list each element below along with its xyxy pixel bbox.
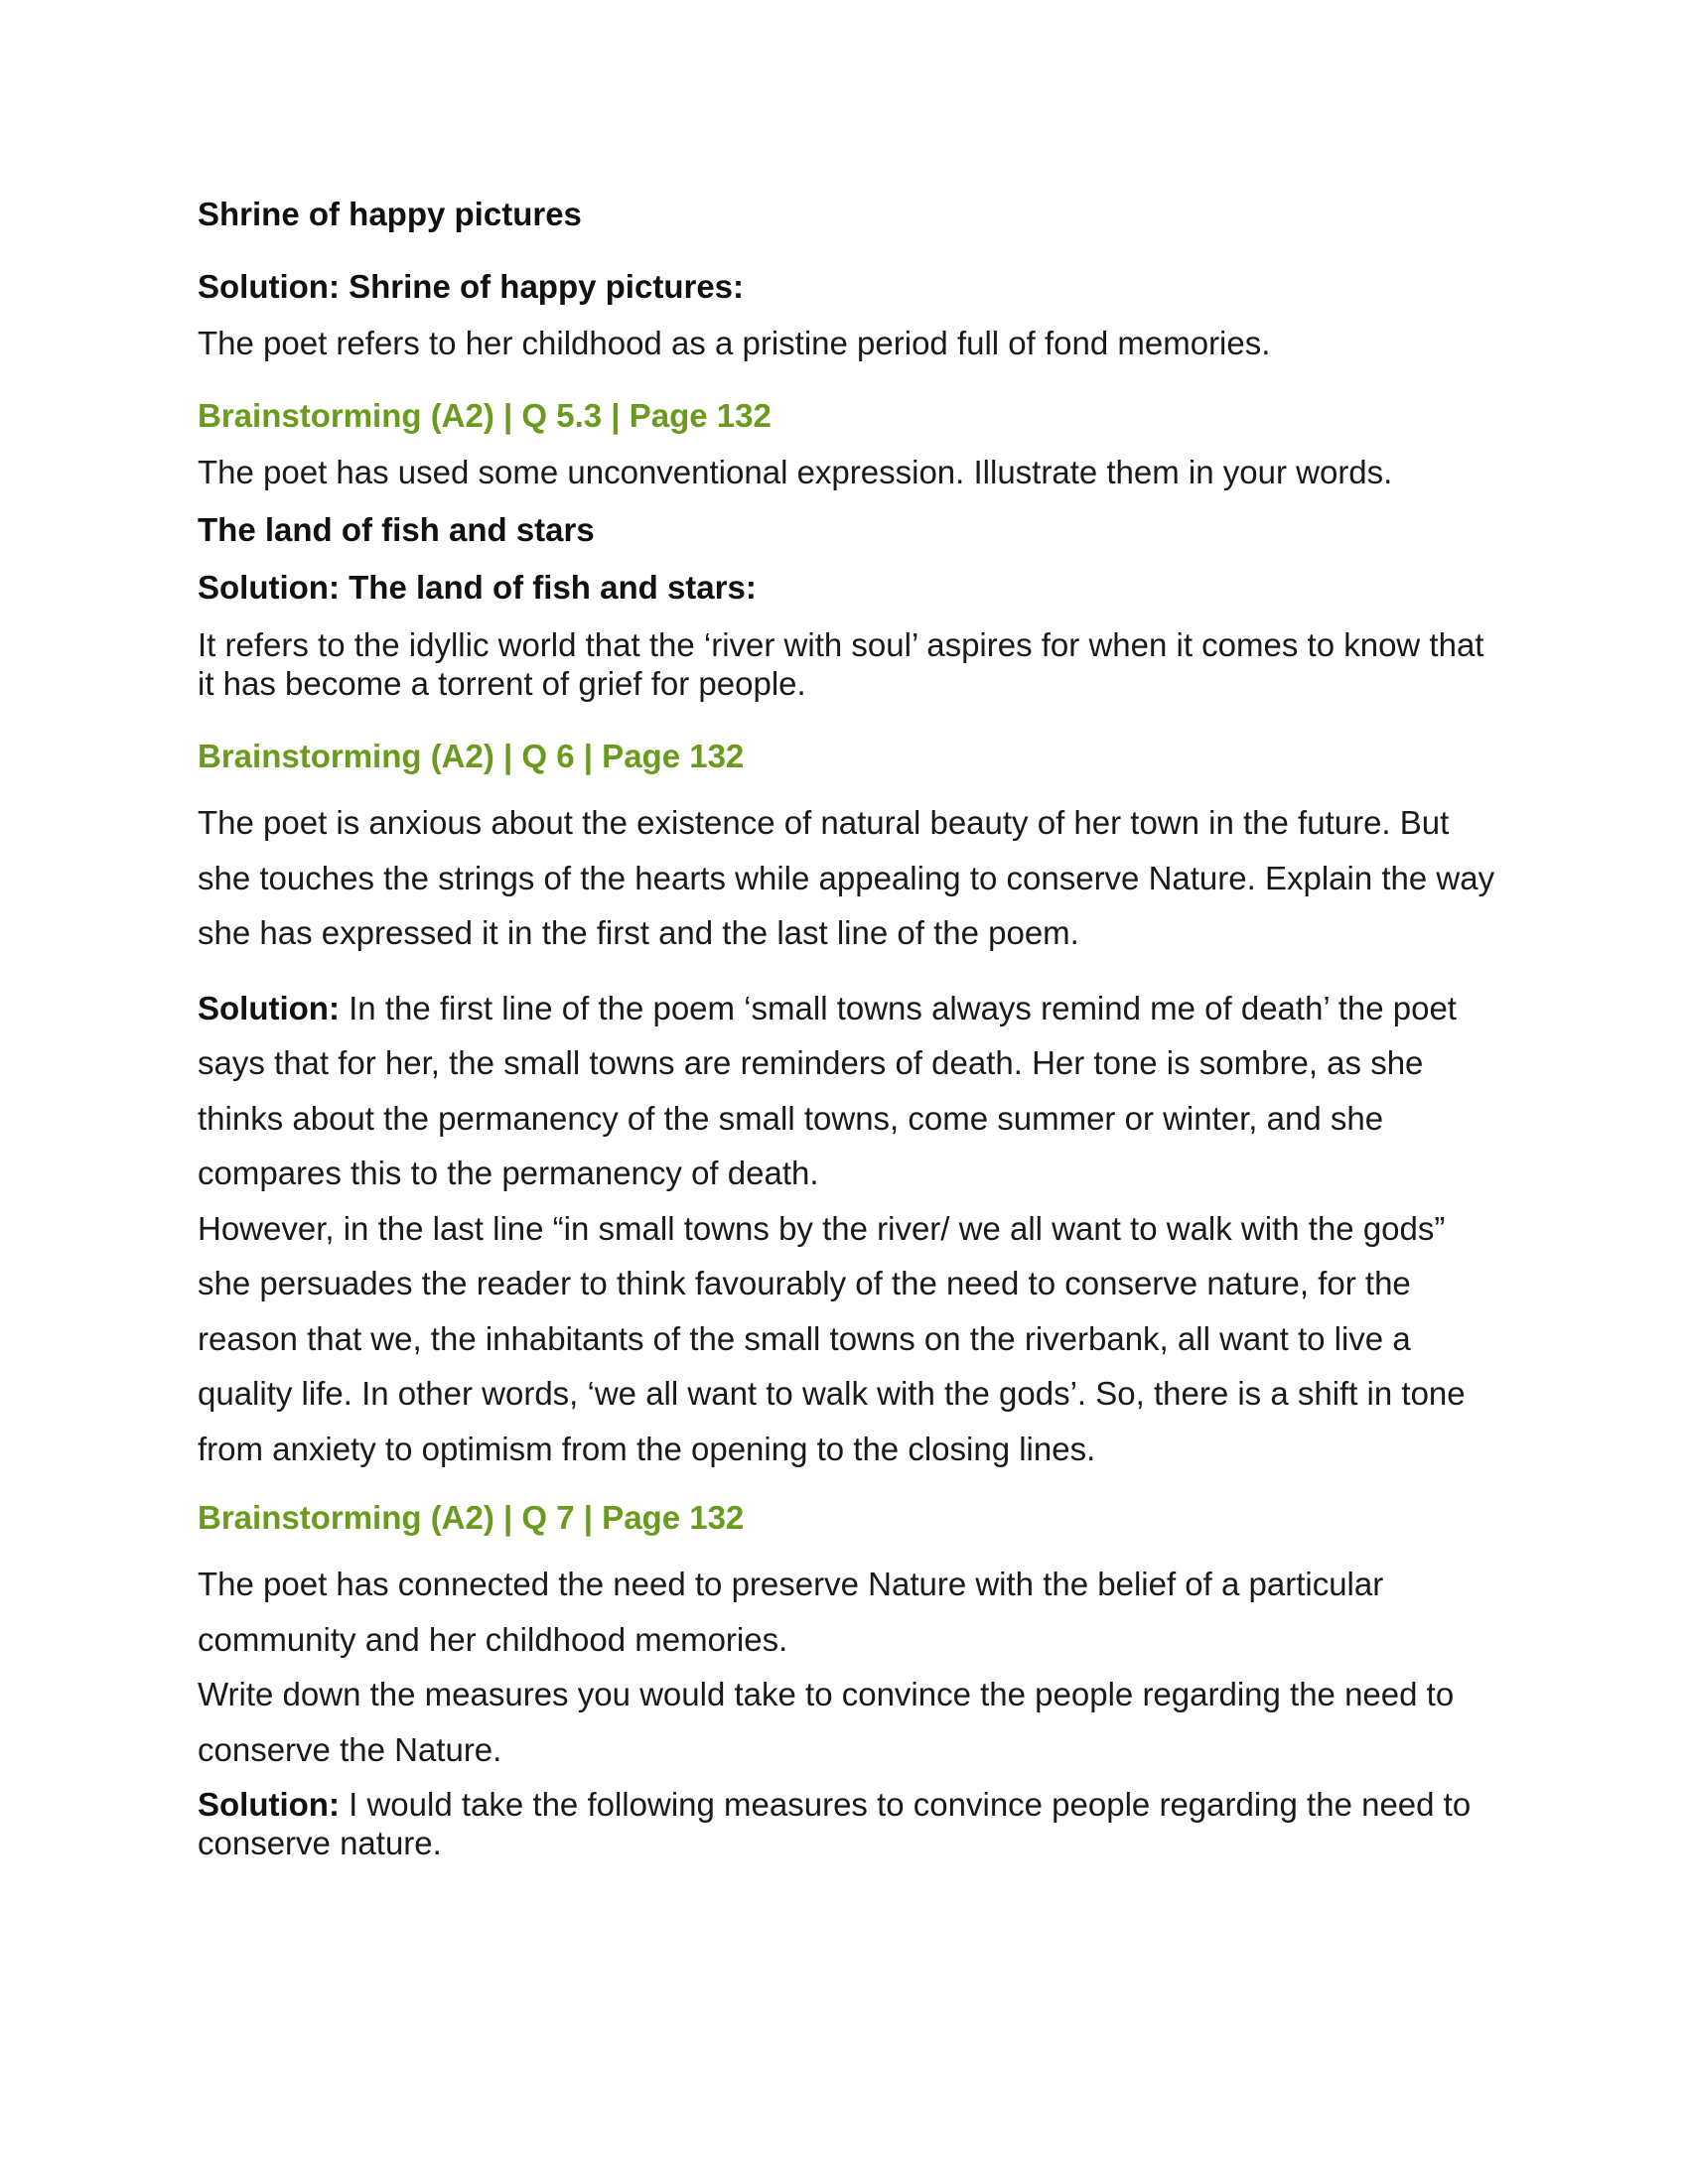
solution-paragraph-q6 (198, 981, 1498, 1201)
solution-heading-land: Solution: The land of fish and stars: (198, 569, 757, 606)
item-heading-shrine: Shrine of happy pictures (198, 196, 582, 232)
solution-label-q7: Solution: (198, 1786, 340, 1823)
solution-text-q6-part-1: In the first line of the poem ‘small towns always remind me of death’ the poet says that for her, the small towns are reminders of death. Her tone is sombre, as she thinks about the permanency of the small towns, come summer or winter, and she compares this to the permanency of death. (198, 989, 1457, 1191)
question-text-q6: The poet is anxious about the existence of natural beauty of her town in the future. But she touches the strings of the hearts while appealing to conserve Nature. Explain the way she has expressed it in the first and the last line of the poem. (198, 804, 1495, 951)
question-text-q7-part-2: Write down the measures you would take to convince the people regarding the need to conserve the Nature. (198, 1676, 1455, 1768)
solution-text-q6-part-2: However, in the last line “in small towns by the river/ we all want to walk with the gods” she persuades the reader to think favourably of the need to conserve nature, for the reason that we, the inhabitants of the small towns on the riverbank, all want to live a quality life. In other words, ‘we all want to walk with the gods’. So, there is a shift in tone from anxiety to optimism from the opening to the closing lines. (198, 1209, 1466, 1467)
question-text-q5-3: The poet has used some unconventional expression. Illustrate them in your words. (198, 454, 1393, 490)
document-page (198, 195, 1498, 1862)
item-heading-land: The land of fish and stars (198, 511, 595, 548)
solution-text-q7: I would take the following measures to convince people regarding the need to conserve nature. (198, 1786, 1472, 1861)
solution-text-shrine: The poet refers to her childhood as a pristine period full of fond memories. (198, 325, 1271, 361)
solution-heading-shrine: Solution: Shrine of happy pictures: (198, 268, 745, 305)
question-text-q7-part-1: The poet has connected the need to preserve Nature with the belief of a particular community and her childhood memories. (198, 1566, 1384, 1658)
question-heading-q7: Brainstorming (A2) | Q 7 | Page 132 (198, 1499, 745, 1536)
solution-label-q6: Solution: (198, 989, 340, 1026)
solution-text-land: It refers to the idyllic world that the ‘river with soul’ aspires for when it comes to know that it has become a torrent of grief for people. (198, 626, 1484, 702)
solution-paragraph-q7 (198, 1785, 1498, 1862)
question-heading-q6: Brainstorming (A2) | Q 6 | Page 132 (198, 738, 745, 774)
question-heading-q5-3: Brainstorming (A2) | Q 5.3 | Page 132 (198, 397, 772, 434)
